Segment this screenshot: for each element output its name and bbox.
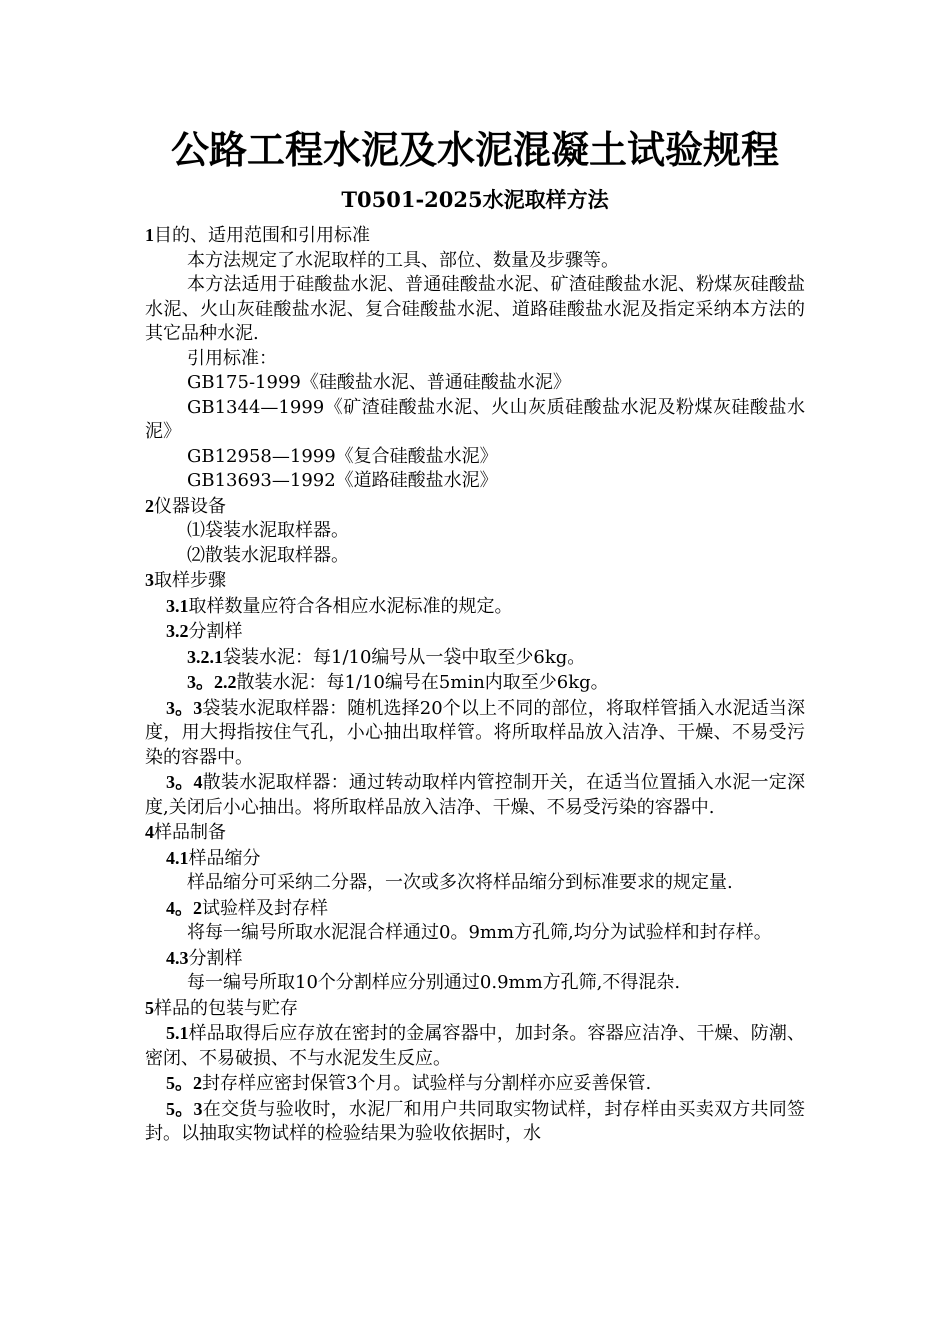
paragraph-text: GB1344—1999《矿渣硅酸盐水泥、火山灰质硅酸盐水泥及粉煤灰硅酸盐水泥》 <box>145 396 805 442</box>
clause-paragraph <box>145 619 805 645</box>
clause-paragraph <box>145 946 805 972</box>
clause-number: 4.1 <box>166 847 189 868</box>
paragraph-text: 袋装水泥取样器：随机选择20个以上不同的部位，将取样管插入水泥适当深度，用大拇指按住气孔，小心抽出取样管。将所取样品放入洁净、干燥、不易受污染的容器中。 <box>145 697 805 768</box>
paragraph-text: 每一编号所取10个分割样应分别通过0.9mm方孔筛,不得混杂. <box>187 972 681 993</box>
body-paragraph <box>145 347 805 372</box>
section-heading <box>145 820 805 846</box>
document-title: 公路工程水泥及水泥混凝土试验规程 <box>170 127 779 172</box>
document-body <box>145 223 805 1147</box>
paragraph-text: 本方法适用于硅酸盐水泥、普通硅酸盐水泥、矿渣硅酸盐水泥、粉煤灰硅酸盐水泥、火山灰硅酸盐水泥、复合硅酸盐水泥、道路硅酸盐水泥及指定采纳本方法的其它品种水泥. <box>145 274 805 344</box>
clause-number: 4。2 <box>166 897 202 918</box>
clause-number: 3 <box>145 570 154 590</box>
body-paragraph <box>145 445 805 470</box>
clause-number: 3.1 <box>166 595 189 616</box>
paragraph-text: ⑵散装水泥取样器。 <box>187 544 349 566</box>
paragraph-text: 在交货与验收时，水泥厂和用户共同取实物试样，封存样由买卖双方共同签封。以抽取实物试样的检验结果为验收依据时，水 <box>145 1098 805 1144</box>
paragraph-text: GB175-1999《硅酸盐水泥、普通硅酸盐水泥》 <box>187 372 571 393</box>
document-subtitle: T0501-2025水泥取样方法 <box>341 187 609 212</box>
clause-number: 4 <box>145 822 154 842</box>
clause-paragraph <box>145 645 805 671</box>
paragraph-text: 样品制备 <box>154 822 226 843</box>
paragraph-text: 将每一编号所取水泥混合样通过0。9mm方孔筛,均分为试验样和封存样。 <box>187 922 772 943</box>
paragraph-text: 引用标准： <box>187 347 277 369</box>
paragraph-text: 样品缩分 <box>188 847 261 869</box>
clause-paragraph <box>145 1097 805 1147</box>
body-paragraph <box>145 921 805 946</box>
section-heading <box>145 996 805 1022</box>
clause-number: 2 <box>145 495 154 516</box>
paragraph-text: GB12958—1999《复合硅酸盐水泥》 <box>187 445 498 467</box>
paragraph-text: GB13693—1992《道路硅酸盐水泥》 <box>187 470 498 491</box>
body-paragraph <box>145 396 805 445</box>
section-heading <box>145 223 805 249</box>
paragraph-text: 分割样 <box>188 621 243 642</box>
clause-paragraph <box>145 670 805 696</box>
clause-number: 3.2.1 <box>187 646 223 667</box>
clause-paragraph <box>145 696 805 771</box>
clause-paragraph <box>145 1071 805 1097</box>
clause-number: 5.1 <box>166 1023 189 1043</box>
clause-number: 1 <box>145 225 154 245</box>
paragraph-text: 样品的包装与贮存 <box>154 997 298 1019</box>
paragraph-text: 目的、适用范围和引用标准 <box>154 225 370 246</box>
body-paragraph <box>145 469 805 494</box>
section-heading <box>145 568 805 594</box>
paragraph-text: 分割样 <box>188 947 243 969</box>
body-paragraph <box>145 544 805 569</box>
body-paragraph <box>145 371 805 396</box>
body-paragraph <box>145 519 805 544</box>
paragraph-text: 仪器设备 <box>154 495 226 517</box>
clause-paragraph <box>145 896 805 922</box>
paragraph-text: 散装水泥：每1/10编号在5min内取至少6kg。 <box>236 672 609 693</box>
paragraph-text: 样品取得后应存放在密封的金属容器中，加封条。容器应洁净、干燥、防潮、密闭、不易破损、不与水泥发生反应。 <box>145 1023 805 1069</box>
clause-paragraph <box>145 770 805 820</box>
body-paragraph <box>145 273 805 347</box>
paragraph-text: 取样数量应符合各相应水泥标准的规定。 <box>188 595 513 617</box>
body-paragraph <box>145 871 805 896</box>
paragraph-text: 本方法规定了水泥取样的工具、部位、数量及步骤等。 <box>187 249 619 271</box>
clause-number: 5 <box>145 997 154 1018</box>
paragraph-text: 样品缩分可采纳二分器，一次或多次将样品缩分到标准要求的规定量. <box>187 872 733 893</box>
clause-number: 3。4 <box>166 772 203 792</box>
paragraph-text: ⑴袋装水泥取样器。 <box>187 520 349 541</box>
paragraph-text: 取样步骤 <box>154 570 226 591</box>
clause-paragraph <box>145 594 805 620</box>
clause-number: 4.3 <box>166 947 189 968</box>
paragraph-text: 封存样应密封保管3个月。试验样与分割样亦应妥善保管. <box>202 1073 652 1094</box>
paragraph-text: 散装水泥取样器：通过转动取样内管控制开关，在适当位置插入水泥一定深度,关闭后小心抽出。将所取样品放入洁净、干燥、不易受污染的容器中. <box>145 772 805 818</box>
clause-number: 3.2 <box>166 621 189 641</box>
body-paragraph <box>145 971 805 996</box>
clause-paragraph <box>145 1021 805 1071</box>
clause-number: 5。2 <box>166 1073 202 1093</box>
clause-number: 5。3 <box>166 1098 203 1119</box>
body-paragraph <box>145 249 805 274</box>
paragraph-text: 袋装水泥：每1/10编号从一袋中取至少6kg。 <box>223 646 586 668</box>
paragraph-text: 试验样及封存样 <box>202 897 328 919</box>
clause-number: 3。2.2 <box>187 672 237 692</box>
clause-paragraph <box>145 846 805 872</box>
section-heading <box>145 494 805 520</box>
clause-number: 3。3 <box>166 697 203 718</box>
